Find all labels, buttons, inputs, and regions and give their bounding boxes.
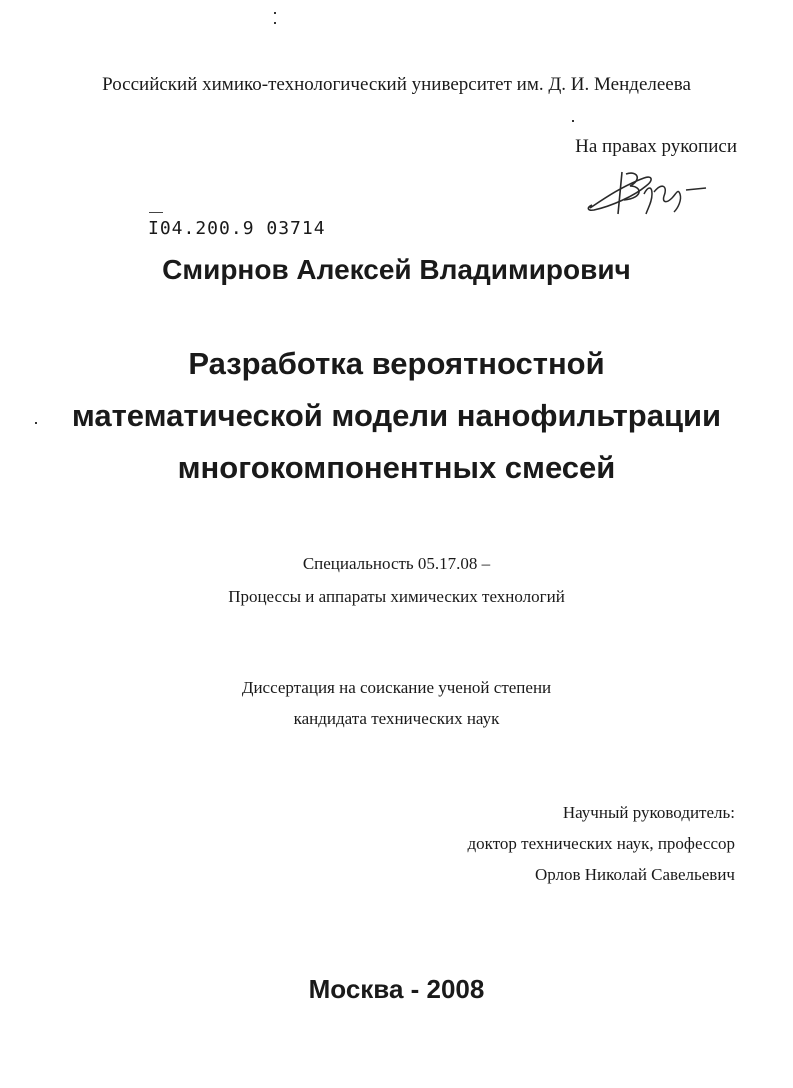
advisor-name: Орлов Николай Савельевич <box>534 865 735 884</box>
specialty-code: Специальность 05.17.08 – <box>302 554 491 573</box>
scan-speck <box>274 12 276 14</box>
author-name: Смирнов Алексей Владимирович <box>162 254 631 285</box>
catalog-tick-mark <box>149 212 163 213</box>
scan-speck <box>572 120 574 122</box>
city-year: Москва - 2008 <box>308 974 485 1004</box>
title-line: математической модели нанофильтрации <box>71 398 722 433</box>
dissertation-title <box>0 338 793 494</box>
university-name: Российский химико-технологический университет им. Д. И. Менделеева <box>102 74 691 95</box>
advisor-label: Научный руководитель: <box>562 803 735 822</box>
manuscript-note: На правах рукописи <box>575 136 737 157</box>
scan-speck <box>274 22 276 24</box>
advisor-degree: доктор технических наук, профессор <box>467 834 735 853</box>
title-line: многокомпонентных смесей <box>177 450 616 485</box>
title-line: Разработка вероятностной <box>188 346 605 381</box>
specialty-name: Процессы и аппараты химических технологий <box>228 587 565 606</box>
handwritten-signature <box>582 164 712 220</box>
dissertation-degree-line2: кандидата технических наук <box>293 709 500 728</box>
catalog-number: I04.200.9 03714 <box>148 218 326 239</box>
dissertation-degree-line1: Диссертация на соискание ученой степени <box>241 678 552 697</box>
